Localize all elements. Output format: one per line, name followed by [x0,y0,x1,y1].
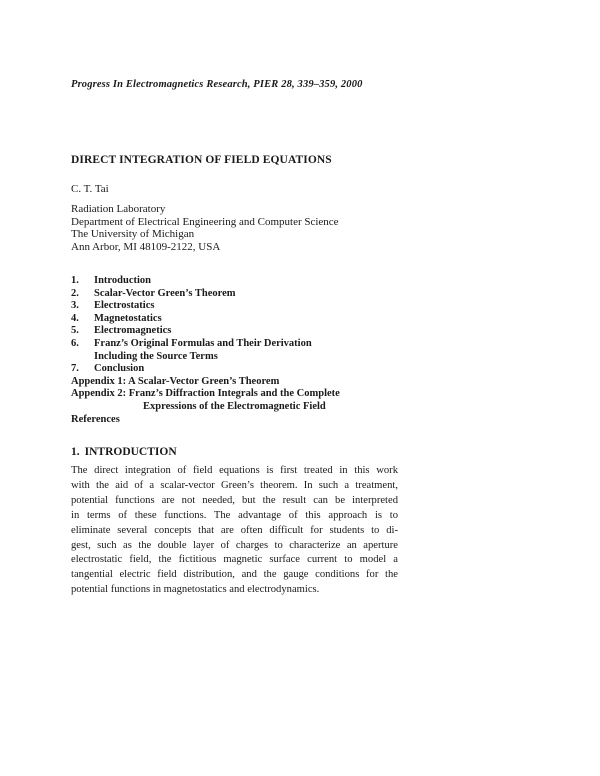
paper-page: Progress In Electromagnetics Research, PIER 28, 339–359, 2000 DIRECT INTEGRATION OF FIELD EQUATIONS C. T. Tai Radiation Laboratory Department of Electrical Engineering and Computer Science The University of Michigan Ann Arbor, MI 48109-2122, USA 1. Introduction 2. Scalar-Vector Green’s Theorem 3. Electrostatics 4. Magnetostatics 5. Electromagnetics 6. Franz’s Original Formulas and Their Derivation Including the Source Terms 7. Conclusion Appendix 1: A Scalar-Vector Green’s Theorem Appendix 2: Franz’s Diffraction Integrals and the Complete Expressions of the Electromagnetic Field References 1. INTRODUCTION The direct integration of field equations is first treated in this work with the aid of a scalar-vector Green’s theorem. In such a treatment, potential functions are not needed, but the result can be interpreted in terms of these functions. The advantage of this approach is to eliminate several concepts that are often difficult for students to di- gest, such as the double layer of charges to characterize an aperture electrostatic field, the fictitious magnetic surface current to model a tangential electric field distribution, and the gauge conditions for the potential functions in magnetostatics and electrodynamics. [0,0,600,776]
body-line: eliminate several concepts that are often difficult for students to di- [71,524,398,536]
section-heading [71,446,177,458]
toc-item-number: 4. [71,312,79,324]
section-number: 1. [71,446,80,458]
body-line: with the aid of a scalar-vector Green’s theorem. In such a treatment, [71,479,398,491]
affiliation-block [71,203,339,253]
affiliation-line: Ann Arbor, MI 48109-2122, USA [71,240,221,253]
toc-item-title: Scalar-Vector Green’s Theorem [94,287,236,299]
author-name: C. T. Tai [71,183,109,195]
toc-item-number: 3. [71,300,79,312]
body-line: in terms of these functions. The advantage of this approach is to [71,509,398,521]
affiliation-line: Department of Electrical Engineering and Computer Science [71,215,339,228]
toc-item-title: Including the Source Terms [94,350,218,362]
toc-item-title: Franz’s Original Formulas and Their Derivation [94,337,312,349]
article-title: DIRECT INTEGRATION OF FIELD EQUATIONS [71,154,332,166]
toc-item-number: 2. [71,287,79,299]
toc-item-title: Magnetostatics [94,312,162,324]
section-title: INTRODUCTION [84,446,177,458]
body-line: potential functions in magnetostatics and electrodynamics. [71,584,320,596]
affiliation-line: The University of Michigan [71,228,195,240]
toc-item-number: 5. [71,325,79,337]
toc-item-number: 6. [71,337,79,349]
body-line: tangential electric field distribution, and the gauge conditions for the [71,569,398,581]
toc-item-title: Electromagnetics [94,325,172,337]
body-line: electrostatic field, the fictitious magnetic surface current to model a [71,554,398,566]
section-body [71,464,398,598]
toc-item-title: Electrostatics [94,300,155,312]
toc-item-number: 1. [71,275,79,286]
toc-item-title: Introduction [94,275,151,286]
body-line: potential functions are not needed, but the result can be interpreted [71,494,398,506]
affiliation-line: Radiation Laboratory [71,203,166,215]
body-line: gest, such as the double layer of charges to characterize an aperture [71,539,398,551]
toc-item-title: Conclusion [94,363,145,375]
toc-item-number: 7. [71,363,79,375]
journal-header: Progress In Electromagnetics Research, PIER 28, 339–359, 2000 [71,79,363,90]
body-line: The direct integration of field equations is first treated in this work [71,465,398,476]
